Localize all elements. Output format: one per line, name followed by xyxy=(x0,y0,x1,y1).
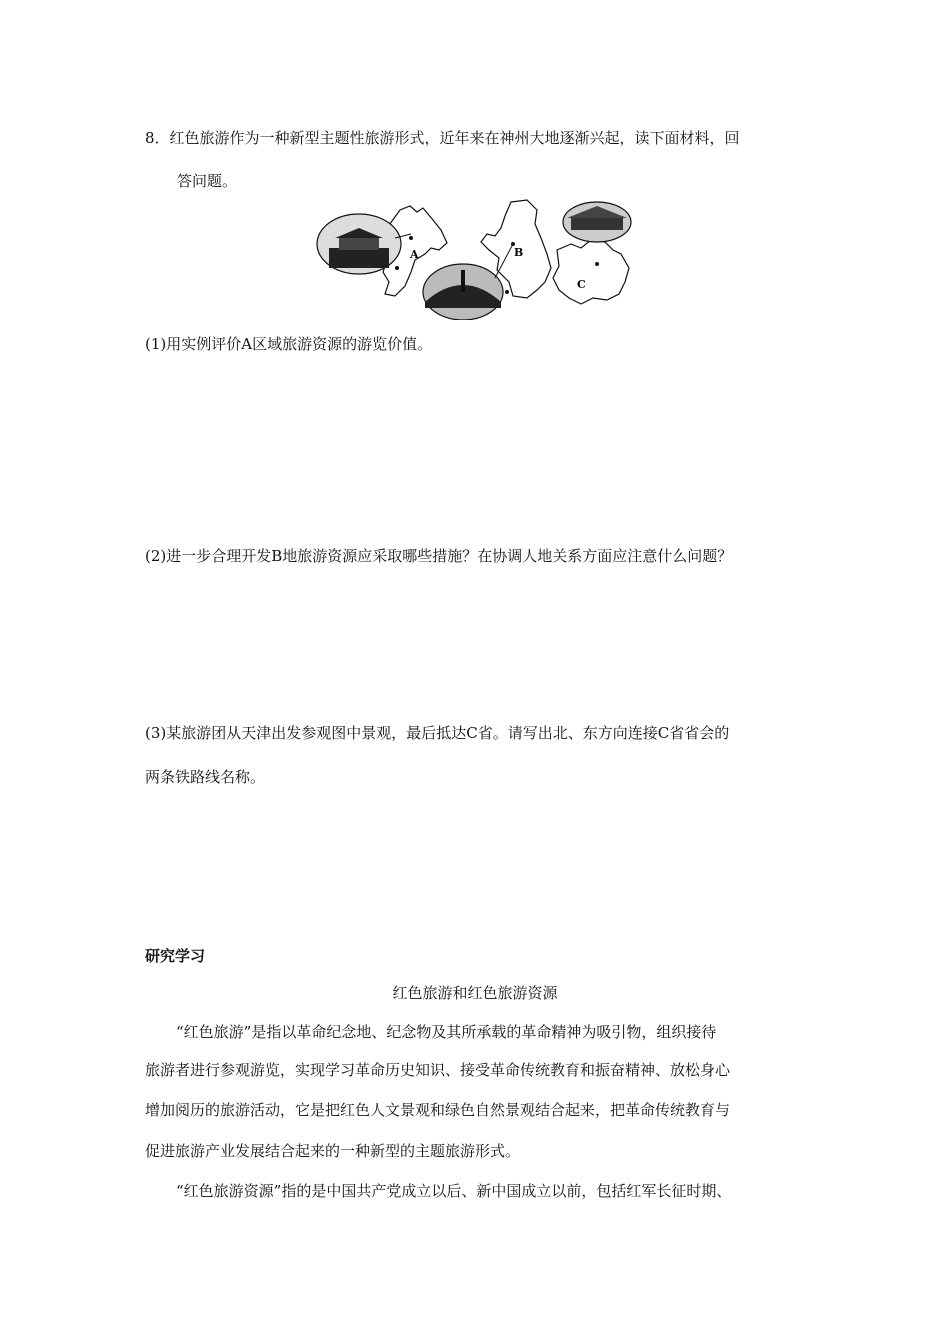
sub-question-3-line2: 两条铁路线名称。 xyxy=(145,768,266,786)
map-figure xyxy=(315,198,635,320)
sub-question-2: (2)进一步合理开发B地旅游资源应采取哪些措施？在协调人地关系方面应注意什么问题？ xyxy=(145,547,733,565)
article-title: 红色旅游和红色旅游资源 xyxy=(392,984,558,1002)
paragraph-line: 旅游者进行参观游览，实现学习革命历史知识、接受革命传统教育和振奋精神、放松身心 xyxy=(145,1061,731,1079)
paragraph-line: “红色旅游资源”指的是中国共产党成立以后、新中国成立以前，包括红军长征时期、 xyxy=(176,1182,732,1200)
sub-question-3-line1: (3)某旅游团从天津出发参观图中景观，最后抵达C省。请写出北、东方向连接C省省会的 xyxy=(145,724,730,742)
label-c: C xyxy=(577,278,586,291)
question-8-line2: 答问题。 xyxy=(177,172,238,190)
sub-question-1: (1)用实例评价A区域旅游资源的游览价值。 xyxy=(145,335,433,353)
label-a: A xyxy=(410,248,419,261)
label-b: B xyxy=(514,246,524,259)
paragraph-line: 促进旅游产业发展结合起来的一种新型的主题旅游形式。 xyxy=(145,1142,521,1160)
question-8-line1: 8．红色旅游作为一种新型主题性旅游形式，近年来在神州大地逐渐兴起，读下面材料，回 xyxy=(145,129,740,147)
section-heading: 研究学习 xyxy=(145,947,206,965)
paragraph-line: “红色旅游”是指以革命纪念地、纪念物及其所承载的革命精神为吸引物，组织接待 xyxy=(176,1023,717,1041)
paragraph-line: 增加阅历的旅游活动，它是把红色人文景观和绿色自然景观结合起来，把革命传统教育与 xyxy=(145,1101,731,1119)
region-c-outline xyxy=(553,240,629,304)
